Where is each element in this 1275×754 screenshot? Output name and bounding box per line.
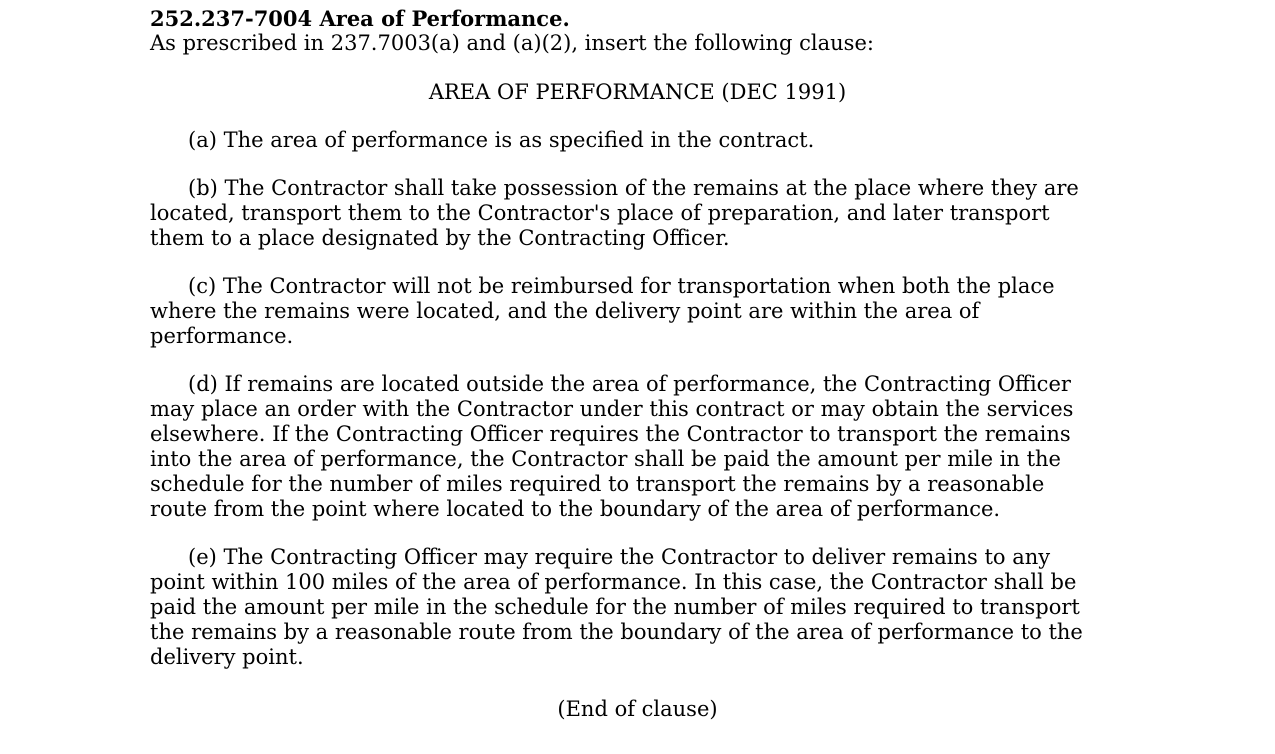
paragraph-line: (e) The Contracting Officer may require the Contractor to deliver remains to any [188,545,1051,569]
paragraph-line: into the area of performance, the Contractor shall be paid the amount per mile in the [150,447,1061,471]
paragraph-line: (c) The Contractor will not be reimbursed for transportation when both the place [188,274,1055,298]
paragraph-line: (a) The area of performance is as specified in the contract. [188,128,815,152]
paragraph-line: route from the point where located to the boundary of the area of performance. [150,497,1001,521]
end-of-clause: (End of clause) [557,697,718,721]
paragraph-line: point within 100 miles of the area of performance. In this case, the Contractor shall be [150,570,1077,594]
paragraph-line: (d) If remains are located outside the area of performance, the Contracting Officer [188,372,1071,396]
paragraph-line: paid the amount per mile in the schedule for the number of miles required to transport [150,595,1080,619]
clause-paragraph-b [150,176,1125,251]
clause-paragraph-d [150,372,1125,522]
paragraph-line: may place an order with the Contractor under this contract or may obtain the services [150,397,1074,421]
clause-paragraph-c [150,274,1125,349]
clause-paragraph-e [150,545,1125,670]
paragraph-line: where the remains were located, and the delivery point are within the area of [150,299,980,323]
paragraph-line: the remains by a reasonable route from the boundary of the area of performance to the [150,620,1083,644]
clause-paragraph-a [150,128,1125,153]
document-page [150,6,1125,722]
paragraph-line: elsewhere. If the Contracting Officer requires the Contractor to transport the remains [150,422,1071,446]
paragraph-line: (b) The Contractor shall take possession of the remains at the place where they are [188,176,1079,200]
clause-title: AREA OF PERFORMANCE (DEC 1991) [428,80,847,104]
prescription-text: As prescribed in 237.7003(a) and (a)(2), insert the following clause: [150,31,874,55]
section-heading: 252.237-7004 Area of Performance. [150,6,570,31]
paragraph-line: delivery point. [150,645,304,669]
paragraph-line: performance. [150,324,294,348]
paragraph-line: them to a place designated by the Contracting Officer. [150,226,730,250]
paragraph-line: located, transport them to the Contractor's place of preparation, and later transport [150,201,1050,225]
paragraph-line: schedule for the number of miles required to transport the remains by a reasonable [150,472,1045,496]
